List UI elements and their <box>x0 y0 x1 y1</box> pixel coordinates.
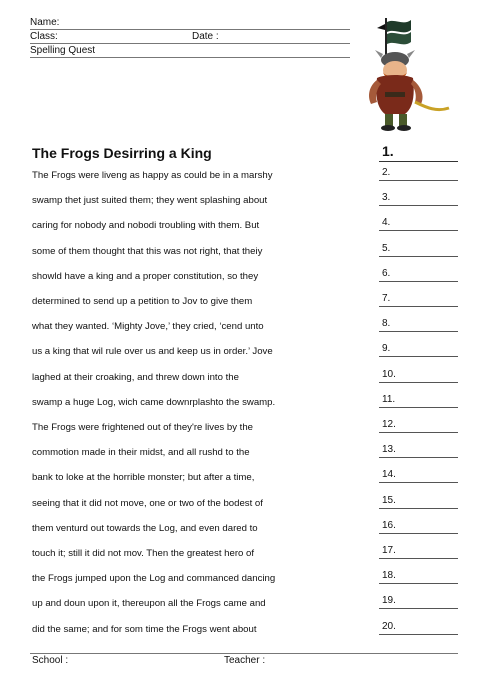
story-line: the Frogs jumped upon the Log and commanced dancing <box>32 573 276 585</box>
school-label: School : <box>32 655 69 666</box>
story-line: swamp thet just suited them; they went splashing about <box>32 195 268 207</box>
answer-number-10: 10. <box>379 367 458 383</box>
answer-number-7: 7. <box>379 291 458 307</box>
answer-number-4: 4. <box>379 215 458 231</box>
story-line: swamp a huge Log, wich came downrplashto the swamp. <box>32 396 276 408</box>
story-line: showld have a king and a proper constitution, so they <box>32 270 259 282</box>
story-line: bank to loke at the horrible monster; but after a time, <box>32 472 255 484</box>
answer-number-12: 12. <box>379 417 458 433</box>
answer-number-1: 1. <box>379 142 458 162</box>
class-date-row <box>30 30 350 44</box>
story-line: The Frogs were frightened out of they're lives by the <box>32 422 254 433</box>
answer-number-5: 5. <box>379 241 458 257</box>
answer-number-9: 9. <box>379 341 458 357</box>
story-line: touch it; still it did not mov. Then the greatest hero of <box>32 548 255 559</box>
answer-number-11: 11. <box>379 392 458 408</box>
answer-number-3: 3. <box>379 190 458 206</box>
answer-number-6: 6. <box>379 266 458 282</box>
story-line: The Frogs were liveng as happy as could be in a marshy <box>32 170 273 181</box>
worksheet-title-row <box>30 44 350 58</box>
story-line: us a king that wil rule over us and keep us in order.’ Jove <box>32 346 273 358</box>
story-line: some of them thought that this was not right, that theiy <box>32 245 263 257</box>
answer-number-2: 2. <box>379 165 458 181</box>
story-line: determined to send up a petition to Jov to give them <box>32 296 253 307</box>
teacher-label: Teacher : <box>224 655 266 666</box>
answer-number-16: 16. <box>379 518 458 534</box>
story-line: laghed at their croaking, and threw down into the <box>32 371 239 383</box>
story-line: commotion made in their midst, and all rushd to the <box>32 447 250 459</box>
answer-number-14: 14. <box>379 467 458 483</box>
answer-number-17: 17. <box>379 543 458 559</box>
name-row <box>30 16 350 30</box>
story-line: seeing that it did not move, one or two of the bodest of <box>32 497 263 509</box>
date-label: Date : <box>192 31 219 42</box>
story-line: them venturd out towards the Log, and even dared to <box>32 522 258 534</box>
footer-divider <box>30 653 458 654</box>
answer-number-13: 13. <box>379 442 458 458</box>
name-label: Name: <box>30 17 60 28</box>
story-line: up and doun upon it, thereupon all the Frogs came and <box>32 598 266 610</box>
story-title: The Frogs Desirring a King <box>32 145 212 161</box>
story-line: what they wanted. ‘Mighty Jove,’ they cried, ‘cend unto <box>32 321 264 333</box>
answer-number-19: 19. <box>379 593 458 609</box>
answer-number-8: 8. <box>379 316 458 332</box>
answer-number-15: 15. <box>379 493 458 509</box>
answer-number-18: 18. <box>379 568 458 584</box>
story-line: did the same; and for som time the Frogs went about <box>32 623 257 635</box>
viking-warrior-icon <box>355 16 455 132</box>
story-line: caring for nobody and nobodi troubling with them. But <box>32 220 260 232</box>
answer-number-20: 20. <box>379 619 458 635</box>
worksheet-title: Spelling Quest <box>30 45 96 56</box>
class-label: Class: <box>30 31 58 42</box>
